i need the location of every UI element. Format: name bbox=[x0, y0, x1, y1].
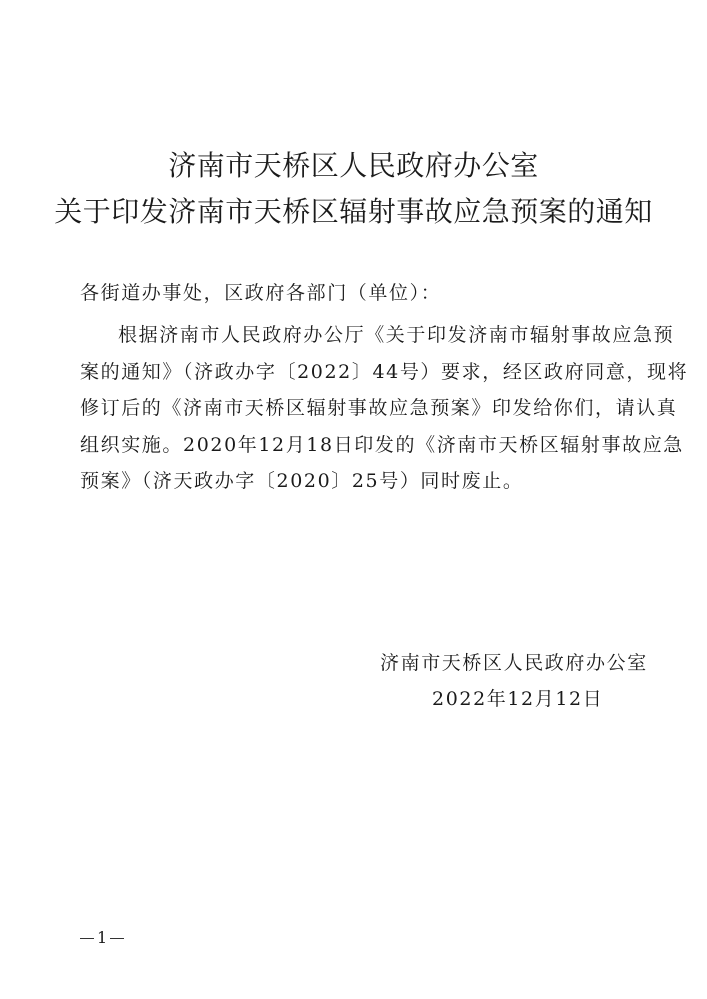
paragraph-line: 组织实施。2020年12月18日印发的《济南市天桥区辐射事故应急 bbox=[80, 433, 684, 456]
paragraph-line: 根据济南市人民政府办公厅《关于印发济南市辐射事故应急预 bbox=[118, 324, 675, 346]
salutation: 各街道办事处，区政府各部门（单位）： bbox=[80, 282, 442, 304]
signature-organization: 济南市天桥区人民政府办公室 bbox=[380, 652, 648, 674]
page-number-dash-left bbox=[80, 938, 94, 939]
signature-block bbox=[380, 645, 648, 717]
title-line-2: 关于印发济南市天桥区辐射事故应急预案的通知 bbox=[54, 195, 653, 228]
paragraph-line: 案的通知》（济政办字〔2022〕44号）要求，经区政府同意，现将 bbox=[80, 360, 689, 383]
page-number-value: 1 bbox=[97, 928, 108, 947]
page-number-dash-right bbox=[110, 938, 124, 939]
page-number bbox=[80, 928, 124, 948]
body-paragraph bbox=[80, 317, 689, 500]
title-line-1: 济南市天桥区人民政府办公室 bbox=[168, 149, 539, 182]
paragraph-line: 修订后的《济南市天桥区辐射事故应急预案》印发给你们，请认真 bbox=[80, 397, 678, 419]
document-title bbox=[0, 143, 707, 235]
paragraph-line: 预案》（济天政办字〔2020〕25号）同时废止。 bbox=[80, 470, 524, 492]
signature-date: 2022年12月12日 bbox=[432, 688, 604, 710]
